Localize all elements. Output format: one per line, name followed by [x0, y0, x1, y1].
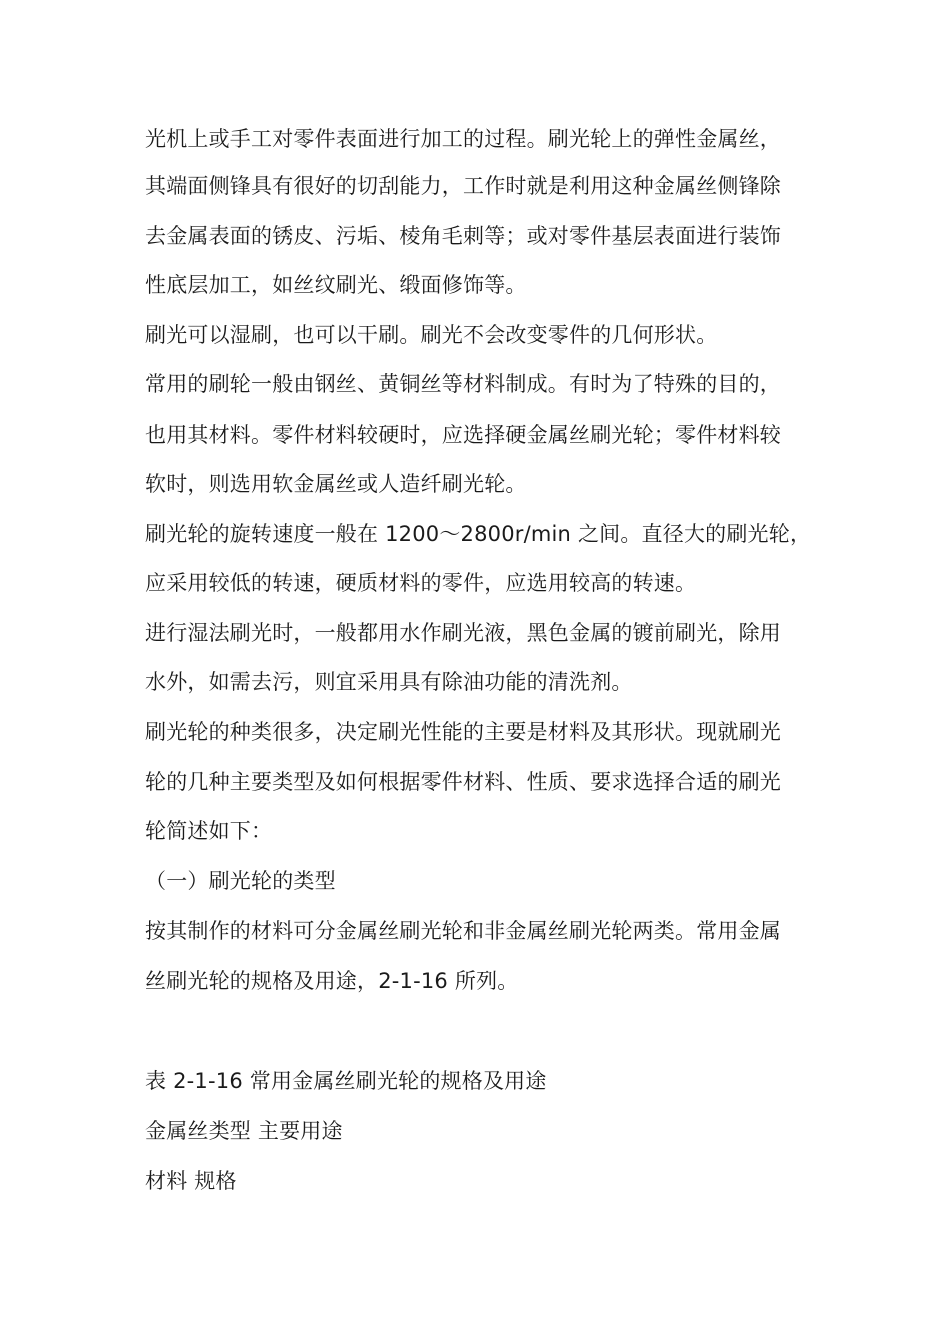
paragraph-line: 也用其材料。零件材料较硬时，应选择硬金属丝刷光轮；零件材料较 — [145, 423, 781, 447]
paragraph-line: 应采用较低的转速，硬质材料的零件，应选用较高的转速。 — [145, 571, 697, 595]
paragraph-line: 软时，则选用软金属丝或人造纤刷光轮。 — [145, 472, 527, 496]
table-subheader-row: 材料 规格 — [145, 1169, 237, 1193]
paragraph-line: 常用的刷轮一般由钢丝、黄铜丝等材料制成。有时为了特殊的目的， — [145, 372, 781, 396]
table-caption: 表 2-1-16 常用金属丝刷光轮的规格及用途 — [145, 1069, 547, 1093]
paragraph-line: 刷光可以湿刷，也可以干刷。刷光不会改变零件的几何形状。 — [145, 323, 718, 347]
paragraph-line: 进行湿法刷光时，一般都用水作刷光液，黑色金属的镀前刷光，除用 — [145, 621, 781, 645]
paragraph-line: 刷光轮的旋转速度一般在 1200～2800r/min 之间。直径大的刷光轮， — [145, 522, 812, 546]
table-header-row: 金属丝类型 主要用途 — [145, 1119, 343, 1143]
paragraph-line: 水外，如需去污，则宜采用具有除油功能的清洗剂。 — [145, 670, 633, 694]
paragraph-line: 光机上或手工对零件表面进行加工的过程。刷光轮上的弹性金属丝， — [145, 127, 781, 151]
paragraph-line: 刷光轮的种类很多，决定刷光性能的主要是材料及其形状。现就刷光 — [145, 720, 781, 744]
paragraph-line: 其端面侧锋具有很好的切刮能力，工作时就是利用这种金属丝侧锋除 — [145, 174, 781, 198]
paragraph-line: 轮简述如下： — [145, 819, 273, 843]
section-heading: （一）刷光轮的类型 — [145, 869, 336, 893]
paragraph-line: 按其制作的材料可分金属丝刷光轮和非金属丝刷光轮两类。常用金属 — [145, 919, 781, 943]
paragraph-line: 丝刷光轮的规格及用途，2-1-16 所列。 — [145, 969, 519, 993]
paragraph-line: 轮的几种主要类型及如何根据零件材料、性质、要求选择合适的刷光 — [145, 770, 781, 794]
paragraph-line: 去金属表面的锈皮、污垢、棱角毛刺等；或对零件基层表面进行装饰 — [145, 224, 781, 248]
paragraph-line: 性底层加工，如丝纹刷光、缎面修饰等。 — [145, 273, 527, 297]
